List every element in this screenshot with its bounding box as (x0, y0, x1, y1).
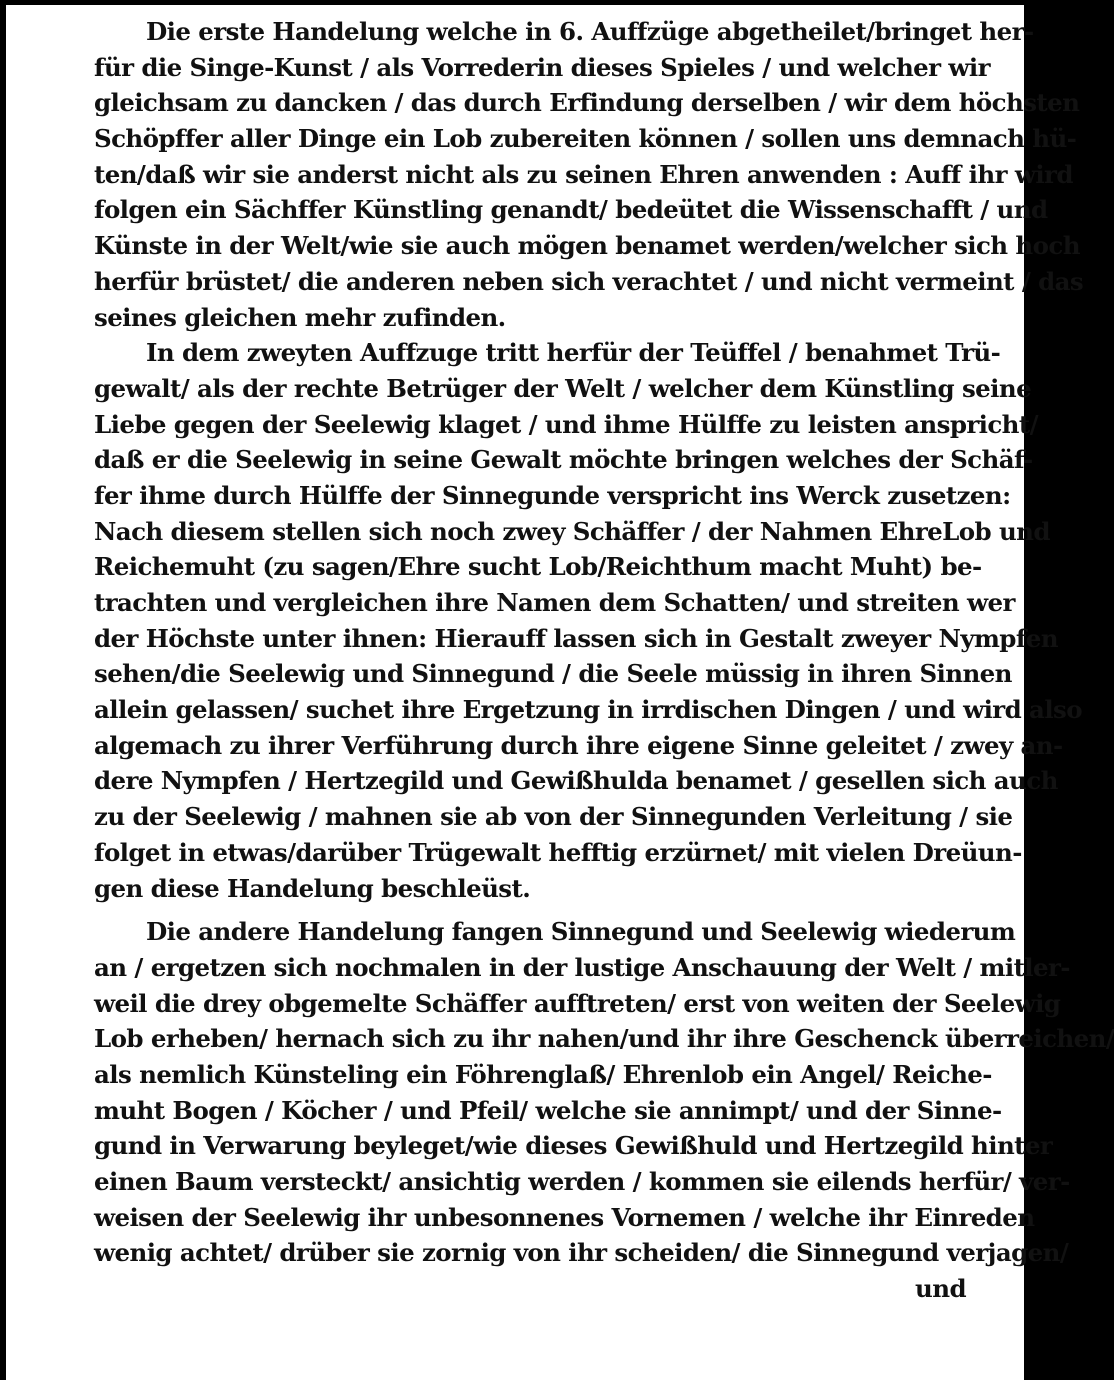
text-line: Die andere Handelung fangen Sinnegund und Seelewig wiederum (146, 917, 1016, 947)
paragraph-gap (94, 906, 966, 914)
text-line: als nemlich Künsteling ein Föhrenglaß/ Ehrenlob ein Angel/ Reiche- (94, 1059, 992, 1089)
text-line: fer ihme durch Hülffe der Sinnegunde verspricht ins Werck zusetzen: (94, 480, 1011, 510)
text-line: folget in etwas/darüber Trügewalt hefftig erzürnet/ mit vielen Dreüun- (94, 837, 1022, 867)
text-line: Lob erheben/ hernach sich zu ihr nahen/und ihr ihre Geschenck überreichen/ (94, 1024, 1114, 1054)
text-line: zu der Seelewig / mahnen sie ab von der Sinnegunden Verleitung / sie (94, 802, 1013, 832)
text-line: gen diese Handelung beschleüst. (94, 873, 531, 903)
text-line: gund in Verwarung beyleget/wie dieses Gewißhuld und Hertzegild hinter (94, 1131, 1053, 1161)
text-line: daß er die Seelewig in seine Gewalt möchte bringen welches der Schäf- (94, 445, 1033, 475)
text-line: an / ergetzen sich nochmalen in der lustige Anschauung der Welt / mitler- (94, 952, 1070, 982)
text-line: Liebe gegen der Seelewig klaget / und ihme Hülffe zu leisten anspricht/ (94, 409, 1038, 439)
text-line: trachten und vergleichen ihre Namen dem Schatten/ und streiten wer (94, 588, 1015, 617)
text-line: Schöpffer aller Dinge ein Lob zubereiten können / sollen uns demnach hü- (94, 124, 1077, 154)
text-line: In dem zweyten Auffzuge tritt herfür der Teüffel / benahmet Trü- (146, 338, 1001, 368)
text-line: wenig achtet/ drüber sie zornig von ihr scheiden/ die Sinnegund verjagen/ (94, 1238, 1069, 1268)
text-line: folgen ein Sächffer Künstling genandt/ bedeütet die Wissenschafft / und (94, 195, 1048, 225)
text-line: ten/daß wir sie anderst nicht als zu seinen Ehren anwenden : Auff ihr wird (94, 159, 1073, 189)
text-line: der Höchste unter ihnen: Hierauff lassen sich in Gestalt zweyer Nympfen (94, 623, 1058, 653)
text-line: Reichemuht (zu sagen/Ehre sucht Lob/Reichthum macht Muht) be- (94, 552, 982, 582)
text-line: Künste in der Welt/wie sie auch mögen benamet werden/welcher sich hoch (94, 231, 1080, 261)
text-line: muht Bogen / Köcher / und Pfeil/ welche sie annimpt/ und der Sinne- (94, 1095, 1002, 1125)
text-line: weil die drey obgemelte Schäffer aufftreten/ erst von weiten der Seelewig (94, 988, 1061, 1018)
catchword: und (915, 1274, 966, 1304)
paragraph-first-act (94, 14, 1084, 335)
text-line: für die Singe-Kunst / als Vorrederin dieses Spieles / und welcher wir (94, 52, 990, 82)
text-line: algemach zu ihrer Verführung durch ihre eigene Sinne geleitet / zwey an- (94, 730, 1063, 760)
body-text (94, 14, 1114, 1307)
text-line: gewalt/ als der rechte Betrüger der Welt / welcher dem Künstling seine (94, 373, 1032, 403)
text-line: herfür brüstet/ die anderen neben sich verachtet / und nicht vermeint / das (94, 266, 1084, 296)
scan-border-left (0, 0, 6, 1380)
paragraph-second-act (94, 914, 1114, 1271)
text-line: sehen/die Seelewig und Sinnegund / die Seele müssig in ihren Sinnen (94, 659, 1012, 689)
text-line: weisen der Seelewig ihr unbesonnenes Vornemen / welche ihr Einreden (94, 1202, 1035, 1232)
text-line: gleichsam zu dancken / das durch Erfindung derselben / wir dem höchsten (94, 88, 1080, 118)
scan-border-top (0, 0, 1024, 5)
text-line: Nach diesem stellen sich noch zwey Schäffer / der Nahmen EhreLob und (94, 516, 1050, 546)
paragraph-second-scene (94, 335, 1082, 906)
text-line: allein gelassen/ suchet ihre Ergetzung in irrdischen Dingen / und wird also (94, 695, 1082, 725)
text-line: einen Baum versteckt/ ansichtig werden / kommen sie eilends herfür/ ver- (94, 1167, 1070, 1196)
text-line: dere Nympfen / Hertzegild und Gewißhulda benamet / gesellen sich auch (94, 766, 1058, 796)
text-line: seines gleichen mehr zufinden. (94, 302, 506, 332)
text-line: Die erste Handelung welche in 6. Auffzüge abgetheilet/bringet her- (146, 17, 1034, 46)
